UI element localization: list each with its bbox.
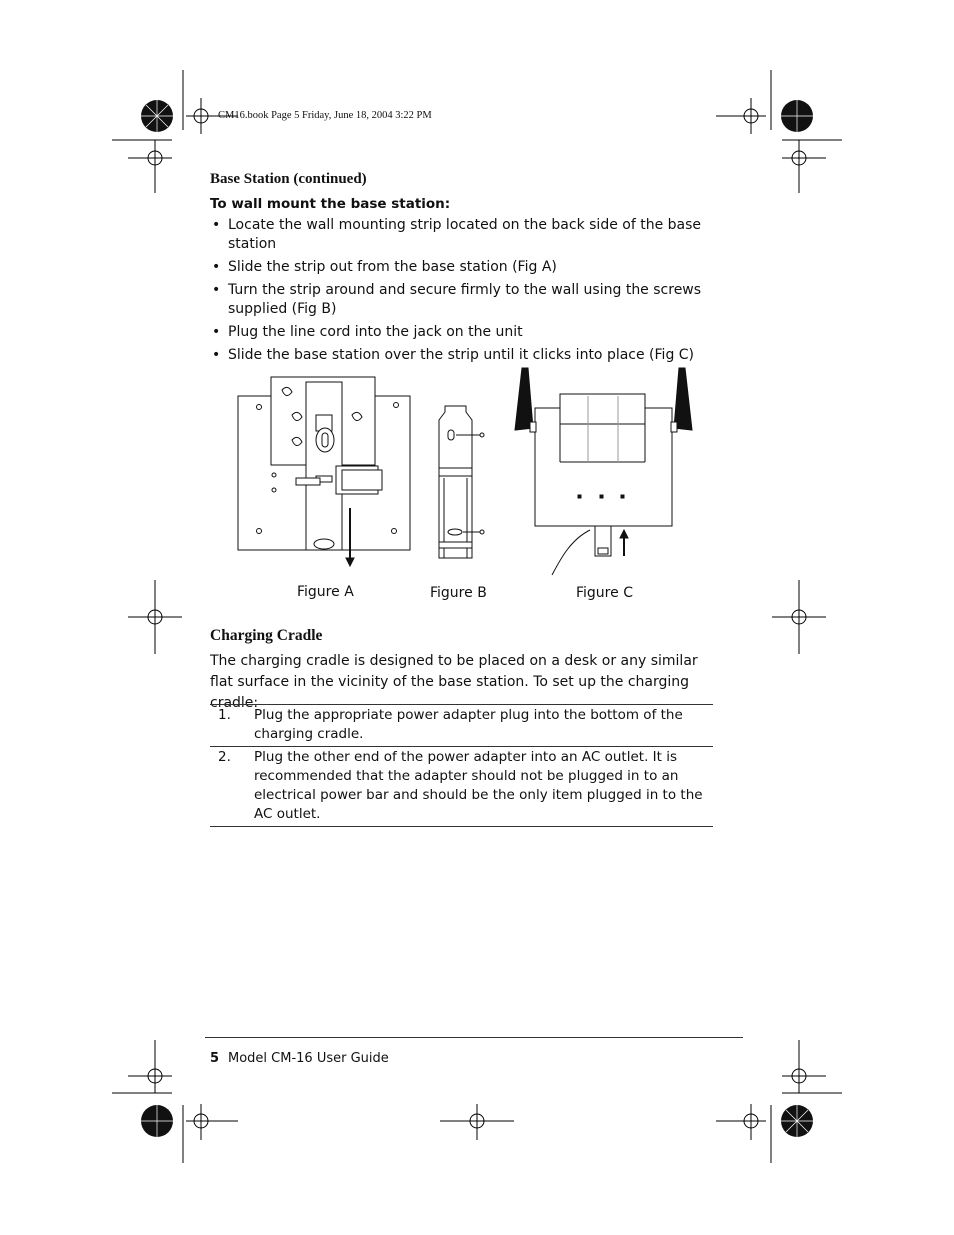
table-row: [210, 747, 713, 827]
print-header: CM16.book Page 5 Friday, June 18, 2004 3:22 PM: [218, 110, 432, 121]
list-item: • Slide the base station over the strip until it clicks into place (Fig C): [210, 346, 730, 365]
figure-c-caption: Figure C: [576, 585, 633, 601]
list-item: • Plug the line cord into the jack on the unit: [210, 323, 730, 342]
setup-steps-table: [210, 704, 713, 827]
section-title: Base Station (continued): [210, 171, 367, 187]
figure-b-caption: Figure B: [430, 585, 487, 601]
list-item: • Locate the wall mounting strip located on the back side of the base station: [210, 216, 730, 254]
list-item: • Slide the strip out from the base station (Fig A): [210, 258, 730, 277]
charging-cradle-title: Charging Cradle: [210, 627, 323, 644]
footer-guide-title: Model CM-16 User Guide: [228, 1051, 389, 1066]
figure-c-drawing: [515, 368, 692, 575]
page-number: 5: [210, 1051, 220, 1066]
step-text: Plug the appropriate power adapter plug into the bottom of the charging cradle.: [254, 707, 683, 742]
step-number: 1.: [218, 707, 231, 723]
wall-mount-figures: [230, 360, 710, 585]
step-number: 2.: [218, 749, 231, 765]
instruction-list: [210, 216, 730, 369]
table-row: [210, 705, 713, 747]
list-item: • Turn the strip around and secure firmly to the wall using the screws supplied (Fig B): [210, 281, 730, 319]
step-text: Plug the other end of the power adapter into an AC outlet. It is recommended that the adapter should not be plugged in to an electrical power bar and should be the only item plugged in to the AC outlet.: [254, 749, 703, 822]
figure-a-drawing: [238, 377, 410, 566]
figure-a-caption: Figure A: [297, 584, 354, 600]
footer-divider: [205, 1037, 743, 1038]
section-subtitle: To wall mount the base station:: [210, 196, 451, 212]
figure-b-drawing: [439, 406, 484, 558]
charging-cradle-description: The charging cradle is designed to be placed on a desk or any similar flat surface in the vicinity of the base station. To set up the charging cradle:: [210, 653, 698, 711]
